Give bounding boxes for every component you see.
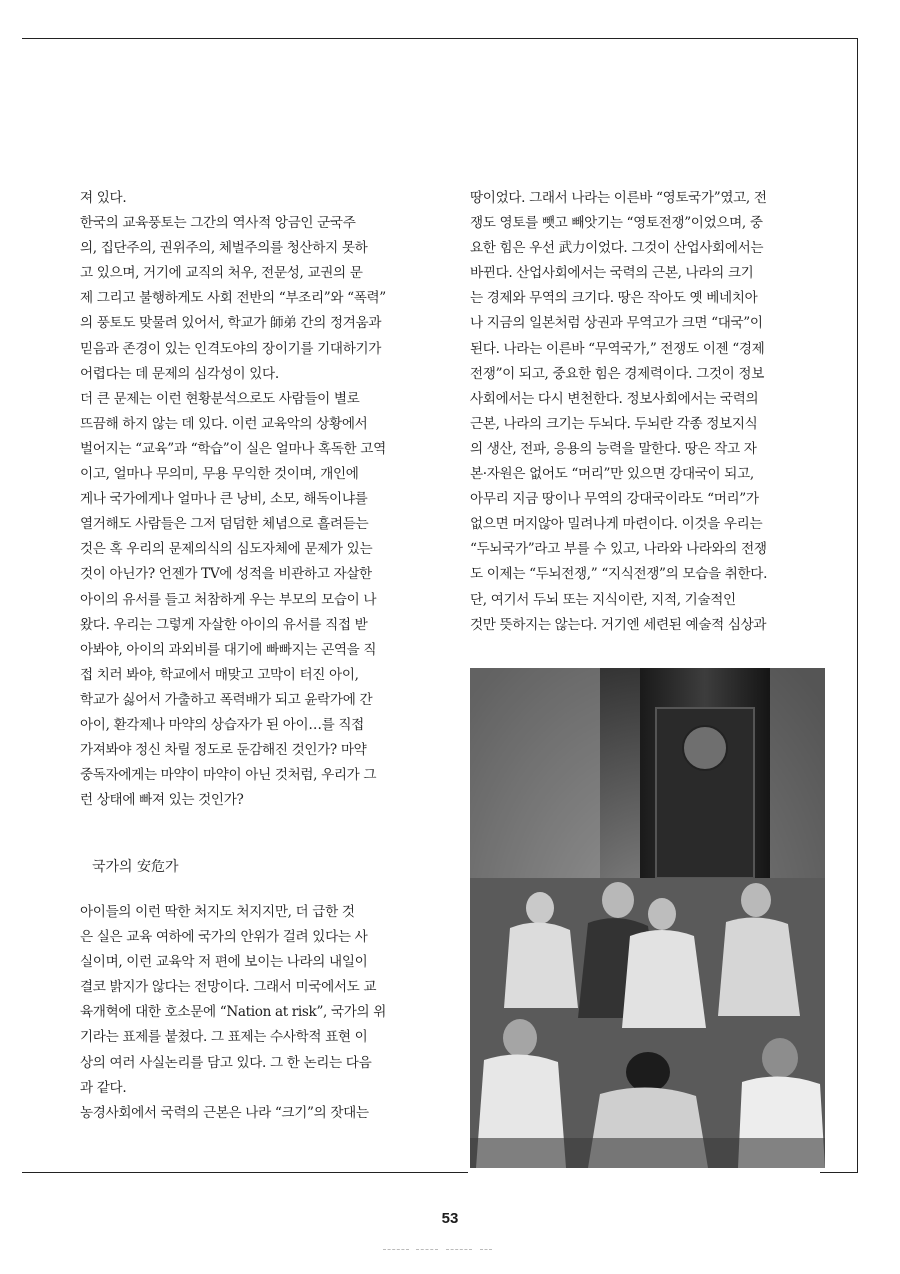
- text-line: 아무리 지금 땅이나 무역의 강대국이라도 “머리”가: [470, 491, 759, 508]
- text-line: 의 생산, 전파, 응용의 능력을 말한다. 땅은 작고 자: [470, 440, 757, 457]
- text-line: 상의 여러 사실논리를 담고 있다. 그 한 논리는 다음: [80, 1054, 372, 1071]
- text-line: 바뀐다. 산업사회에서는 국력의 근본, 나라의 크기: [470, 265, 754, 282]
- text-line: 결코 밝지가 않다는 전망이다. 그래서 미국에서도 교: [80, 979, 377, 996]
- left-column-top: [80, 186, 435, 813]
- bottom-rule-left: [22, 1172, 468, 1173]
- family-photo-illustration: [470, 668, 825, 1168]
- text-line: 된다. 나라는 이른바 “무역국가,” 전쟁도 이젠 “경제: [470, 340, 765, 357]
- section-heading: 국가의 安危가: [92, 859, 179, 875]
- text-line: 더 큰 문제는 이런 현황분석으로도 사람들이 별로: [80, 390, 360, 407]
- text-line: 의, 집단주의, 권위주의, 체벌주의를 청산하지 못하: [80, 240, 368, 257]
- text-line: 기라는 표제를 붙쳤다. 그 표제는 수사학적 표현 이: [80, 1029, 368, 1046]
- text-line: 학교가 싫어서 가출하고 폭력배가 되고 윤락가에 간: [80, 691, 373, 708]
- top-rule: [22, 38, 858, 39]
- text-line: 한국의 교육풍토는 그간의 역사적 앙금인 군국주: [80, 215, 356, 232]
- text-line: 근본, 나라의 크기는 두뇌다. 두뇌란 각종 정보지식: [470, 415, 758, 432]
- text-line: 게나 국가에게나 얼마나 큰 낭비, 소모, 해독이냐를: [80, 491, 368, 508]
- text-line: 사회에서는 다시 변천한다. 정보사회에서는 국력의: [470, 390, 759, 407]
- text-line: 져 있다.: [80, 190, 127, 206]
- text-line: 요한 힘은 우선 武力이었다. 그것이 산업사회에서는: [470, 240, 764, 257]
- text-line: 접 치러 봐야, 학교에서 매맞고 고막이 터진 아이,: [80, 666, 359, 683]
- text-line: 제 그리고 불행하게도 사회 전반의 “부조리”와 “폭력”: [80, 290, 386, 307]
- text-line: 어렵다는 데 문제의 심각성이 있다.: [80, 365, 279, 382]
- right-rule: [857, 38, 858, 1172]
- text-line: 아이, 환각제나 마약의 상습자가 된 아이…를 직접: [80, 716, 364, 733]
- bottom-rule-right: [820, 1172, 858, 1173]
- text-line: 왔다. 우리는 그렇게 자살한 아이의 유서를 직접 받: [80, 616, 368, 633]
- text-line: 없으면 머지않아 밀려나게 마련이다. 이것을 우리는: [470, 516, 763, 533]
- text-line: 쟁도 영토를 뺏고 빼앗기는 “영토전쟁”이었으며, 중: [470, 215, 763, 232]
- text-line: “두뇌국가”라고 부를 수 있고, 나라와 나라와의 전쟁: [470, 541, 767, 558]
- family-photo: [470, 668, 825, 1168]
- text-line: 아봐야, 아이의 과외비를 대기에 빠빠지는 곤역을 직: [80, 641, 377, 658]
- text-line: 나 지금의 일본처럼 상권과 무역고가 크면 “대국”이: [470, 315, 763, 332]
- text-line: 과 같다.: [80, 1079, 127, 1096]
- text-line: 는 경제와 무역의 크기다. 땅은 작아도 옛 베네치아: [470, 290, 758, 307]
- right-column: [470, 186, 825, 638]
- text-line: 아이들의 이런 딱한 처지도 처지지만, 더 급한 것: [80, 904, 355, 920]
- footer-dash-2: [416, 1249, 438, 1250]
- text-line: 벌어지는 “교육”과 “학습”이 실은 얼마나 혹독한 고역: [80, 440, 386, 457]
- text-line: 이고, 얼마나 무의미, 무용 무익한 것이며, 개인에: [80, 466, 359, 483]
- left-column-bottom: [80, 900, 435, 1126]
- text-line: 뜨끔해 하지 않는 데 있다. 이런 교육악의 상황에서: [80, 415, 368, 432]
- text-line: 단, 여기서 두뇌 또는 지식이란, 지적, 기술적인: [470, 591, 736, 608]
- text-line: 런 상태에 빠져 있는 것인가?: [80, 792, 244, 809]
- text-line: 전쟁”이 되고, 중요한 힘은 경제력이다. 그것이 정보: [470, 365, 764, 382]
- text-line: 육개혁에 대한 호소문에 “Nation at risk”, 국가의 위: [80, 1004, 387, 1021]
- text-line: 가져봐야 정신 차릴 정도로 둔감해진 것인가? 마약: [80, 742, 367, 759]
- text-line: 실이며, 이런 교육악 저 편에 보이는 나라의 내일이: [80, 954, 368, 971]
- text-line: 도 이제는 “두뇌전쟁,” “지식전쟁”의 모습을 취한다.: [470, 566, 768, 583]
- text-line: 아이의 유서를 들고 처참하게 우는 부모의 모습이 나: [80, 591, 377, 608]
- text-line: 믿음과 존경이 있는 인격도야의 장이기를 기대하기가: [80, 340, 382, 357]
- text-line: 것만 뜻하지는 않는다. 거기엔 세련된 예술적 심상과: [470, 616, 767, 633]
- text-line: 본·자원은 없어도 “머리”만 있으면 강대국이 되고,: [470, 466, 754, 483]
- text-line: 것이 아닌가? 언젠가 TV에 성적을 비관하고 자살한: [80, 566, 372, 583]
- footer-dash-1: [383, 1249, 409, 1250]
- footer-dash-3: [446, 1249, 472, 1250]
- page-number: 53: [441, 1210, 459, 1227]
- text-line: 은 실은 교육 여하에 국가의 안위가 걸려 있다는 사: [80, 929, 368, 946]
- text-line: 중독자에게는 마약이 마약이 아닌 것처럼, 우리가 그: [80, 767, 377, 784]
- text-line: 것은 혹 우리의 문제의식의 심도자체에 문제가 있는: [80, 541, 373, 558]
- text-line: 농경사회에서 국력의 근본은 나라 “크기”의 잣대는: [80, 1104, 369, 1121]
- text-line: 고 있으며, 거기에 교직의 처우, 전문성, 교권의 문: [80, 265, 363, 282]
- text-line: 열거해도 사람들은 그저 덤덤한 체념으로 흘려듣는: [80, 516, 369, 533]
- footer-dash-4: [480, 1249, 492, 1250]
- text-line: 의 풍토도 맞물려 있어서, 학교가 師弟 간의 정겨움과: [80, 315, 382, 332]
- text-line: 땅이었다. 그래서 나라는 이른바 “영토국가”였고, 전: [470, 190, 767, 206]
